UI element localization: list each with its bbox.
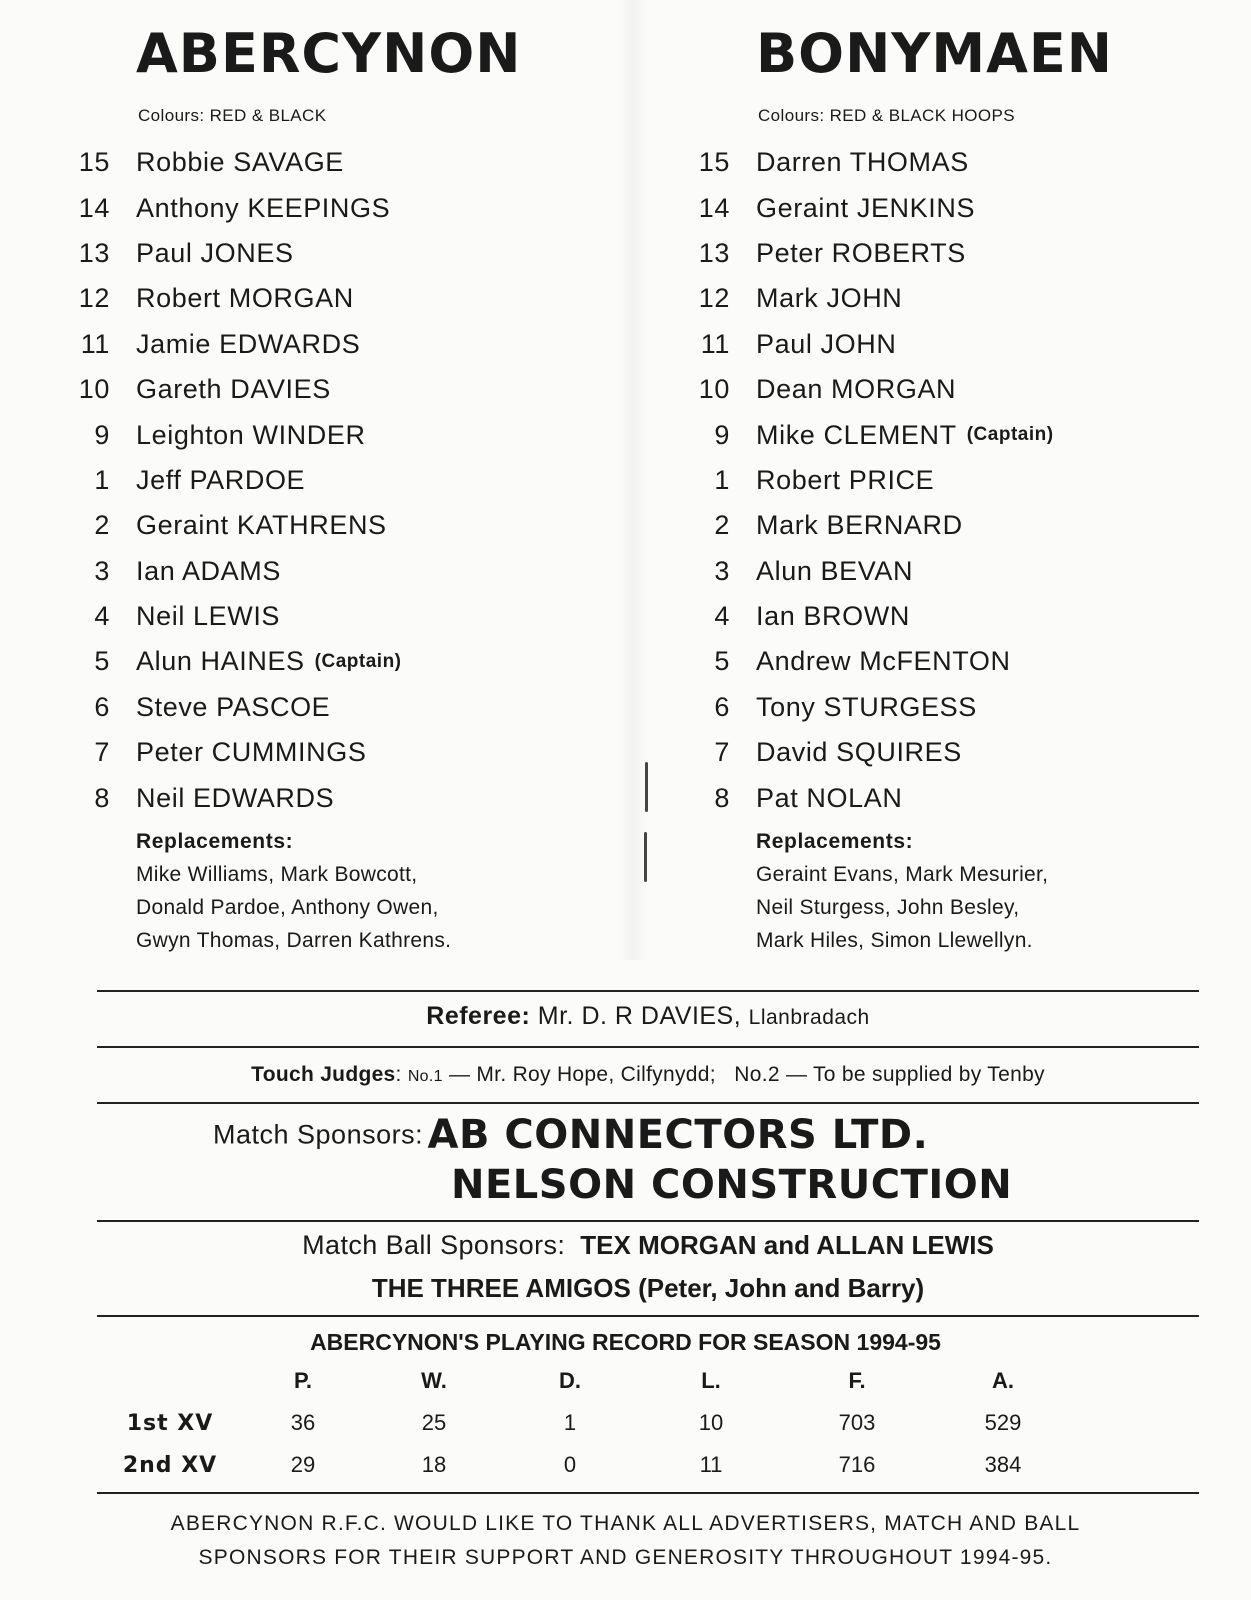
away-team-colours: Colours: RED & BLACK HOOPS — [758, 106, 1015, 125]
player-row — [66, 685, 626, 730]
touch-judges-label: Touch Judges — [251, 1063, 396, 1086]
record-header: A. — [992, 1368, 1014, 1393]
player-row — [66, 549, 626, 594]
player-row — [686, 775, 1226, 820]
player-row — [66, 594, 626, 639]
record-header-blank — [100, 1360, 240, 1402]
player-row — [686, 367, 1226, 412]
player-name: Robbie SAVAGE — [136, 147, 344, 178]
player-name: Gareth DAVIES — [136, 374, 331, 405]
player-number: 3 — [714, 555, 730, 586]
replacements-title: Replacements: — [136, 829, 294, 853]
player-number: 9 — [94, 419, 110, 450]
away-team-column — [686, 22, 1226, 957]
replacements-title: Replacements: — [756, 829, 914, 853]
player-row — [66, 503, 626, 548]
thanks-note — [0, 1507, 1251, 1575]
player-name: Geraint JENKINS — [756, 192, 976, 223]
player-row — [686, 685, 1226, 730]
player-number: 10 — [698, 374, 730, 405]
record-cell: 716 — [838, 1452, 876, 1477]
player-row — [66, 140, 626, 185]
player-row — [686, 639, 1226, 684]
player-number: 6 — [714, 691, 730, 722]
touch-judge-2: — To be supplied by Tenby — [785, 1063, 1045, 1086]
player-name: Peter CUMMINGS — [136, 737, 367, 768]
player-name: Mike CLEMENT — [756, 419, 957, 450]
staple-bottom — [644, 832, 647, 882]
match-sponsors — [213, 1112, 1213, 1158]
player-number: 5 — [94, 646, 110, 677]
record-header: L. — [701, 1368, 721, 1393]
player-name: Dean MORGAN — [756, 374, 957, 405]
thanks-line: ABERCYNON R.F.C. WOULD LIKE TO THANK ALL ADVERTISERS, MATCH AND BALL — [170, 1512, 1081, 1535]
player-row — [66, 231, 626, 276]
player-number: 2 — [714, 510, 730, 541]
table-row — [100, 1444, 1076, 1486]
divider — [97, 1315, 1199, 1317]
player-number: 15 — [78, 147, 110, 178]
replacements-line: Gwyn Thomas, Darren Kathrens. — [136, 928, 452, 952]
home-team-name: ABERCYNON — [136, 22, 522, 85]
player-number: 10 — [78, 374, 110, 405]
record-team: 2nd XV — [122, 1452, 218, 1478]
player-name: Jeff PARDOE — [136, 464, 306, 495]
player-row — [66, 367, 626, 412]
record-cell: 1 — [563, 1410, 577, 1435]
player-number: 12 — [78, 283, 110, 314]
player-number: 11 — [700, 328, 730, 359]
player-row — [66, 412, 626, 457]
player-row — [686, 549, 1226, 594]
match-sponsor-2: NELSON CONSTRUCTION — [451, 1162, 1013, 1208]
record-cell: 18 — [421, 1452, 447, 1477]
replacements-line: Mark Hiles, Simon Llewellyn. — [756, 928, 1033, 952]
player-name: Mark JOHN — [756, 283, 903, 314]
divider — [97, 1046, 1199, 1048]
player-name: Steve PASCOE — [136, 691, 331, 722]
player-name: Pat NOLAN — [756, 782, 903, 813]
player-number: 2 — [94, 510, 110, 541]
replacements-line: Donald Pardoe, Anthony Owen, — [136, 895, 439, 919]
player-number: 14 — [78, 192, 110, 223]
divider — [97, 1220, 1199, 1222]
player-number: 7 — [94, 737, 110, 768]
away-team-name: BONYMAEN — [756, 22, 1113, 85]
player-number: 8 — [714, 782, 730, 813]
player-name: Paul JONES — [136, 237, 294, 268]
player-name: Leighton WINDER — [136, 419, 366, 450]
player-number: 1 — [94, 464, 110, 495]
record-header: W. — [421, 1368, 447, 1393]
captain-note: (Captain) — [966, 424, 1054, 446]
touch-judge-1-label: No.1 — [407, 1068, 443, 1085]
player-row — [686, 730, 1226, 775]
player-name: Ian ADAMS — [136, 555, 281, 586]
player-row — [66, 185, 626, 230]
player-row — [66, 639, 626, 684]
record-cell: 36 — [290, 1410, 316, 1435]
player-name: Andrew McFENTON — [756, 646, 1011, 677]
player-row — [66, 730, 626, 775]
table-row — [100, 1402, 1076, 1444]
referee-line — [97, 1002, 1199, 1031]
referee-place: Llanbradach — [748, 1006, 870, 1029]
player-name: Neil EDWARDS — [136, 782, 335, 813]
record-cell: 0 — [563, 1452, 577, 1477]
record-cell: 25 — [421, 1410, 447, 1435]
divider — [97, 990, 1199, 992]
match-sponsors-label: Match Sponsors: — [213, 1119, 424, 1150]
player-name: Mark BERNARD — [756, 510, 963, 541]
away-replacements — [756, 825, 1226, 957]
player-number: 9 — [714, 419, 730, 450]
record-title: ABERCYNON'S PLAYING RECORD FOR SEASON 1994-95 — [310, 1329, 941, 1355]
player-number: 4 — [714, 601, 730, 632]
player-name: Alun BEVAN — [756, 555, 914, 586]
player-number: 8 — [94, 782, 110, 813]
player-name: Alun HAINES — [136, 646, 305, 677]
staple-top — [645, 762, 648, 812]
record-cell: 29 — [290, 1452, 316, 1477]
player-row — [686, 231, 1226, 276]
player-name: Anthony KEEPINGS — [136, 192, 391, 223]
home-team-column — [66, 22, 626, 957]
player-number: 13 — [698, 237, 730, 268]
home-team-colours: Colours: RED & BLACK — [138, 106, 327, 125]
player-number: 6 — [94, 691, 110, 722]
record-header: P. — [294, 1368, 312, 1393]
player-number: 12 — [698, 283, 730, 314]
player-row — [686, 458, 1226, 503]
player-row — [66, 322, 626, 367]
replacements-line: Neil Sturgess, John Besley, — [756, 895, 1020, 919]
home-player-list — [66, 140, 626, 821]
player-name: Darren THOMAS — [756, 147, 969, 178]
player-name: Neil LEWIS — [136, 601, 281, 632]
replacements-line: Mike Williams, Mark Bowcott, — [136, 862, 418, 886]
player-row — [686, 322, 1226, 367]
record-cell: 703 — [838, 1410, 876, 1435]
playing-record-table — [100, 1360, 1076, 1486]
touch-judge-2-label: No.2 — [734, 1063, 780, 1086]
player-name: Tony STURGESS — [756, 691, 977, 722]
player-name: Ian BROWN — [756, 601, 910, 632]
record-header-row — [100, 1360, 1076, 1402]
player-row — [686, 185, 1226, 230]
ball-sponsors-label: Match Ball Sponsors: — [302, 1230, 566, 1260]
touch-judges-sep: : — [395, 1063, 402, 1086]
player-row — [66, 276, 626, 321]
player-name: Robert PRICE — [756, 464, 935, 495]
record-header: F. — [848, 1368, 866, 1393]
ball-sponsor-2: THE THREE AMIGOS (Peter, John and Barry) — [371, 1273, 925, 1303]
referee-name: Mr. D. R DAVIES, — [537, 1002, 742, 1030]
player-number: 7 — [714, 737, 730, 768]
record-cell: 11 — [699, 1452, 723, 1477]
record-team: 1st XV — [126, 1410, 214, 1436]
home-replacements — [136, 825, 626, 957]
player-number: 3 — [94, 555, 110, 586]
away-player-list — [686, 140, 1226, 821]
player-number: 14 — [698, 192, 730, 223]
replacements-line: Geraint Evans, Mark Mesurier, — [756, 862, 1049, 886]
record-cell: 529 — [984, 1410, 1022, 1435]
record-cell: 384 — [984, 1452, 1022, 1477]
player-row — [66, 458, 626, 503]
player-row — [686, 276, 1226, 321]
ball-sponsors-line — [97, 1230, 1199, 1261]
player-number: 15 — [698, 147, 730, 178]
match-sponsor-1: AB CONNECTORS LTD. — [427, 1112, 929, 1158]
player-number: 11 — [80, 328, 110, 359]
player-name: David SQUIRES — [756, 737, 962, 768]
player-name: Peter ROBERTS — [756, 237, 966, 268]
divider — [97, 1102, 1199, 1104]
referee-label: Referee: — [426, 1002, 531, 1030]
record-header: D. — [559, 1368, 581, 1393]
player-number: 5 — [714, 646, 730, 677]
thanks-line: SPONSORS FOR THEIR SUPPORT AND GENEROSITY THROUGHOUT 1994-95. — [198, 1546, 1053, 1569]
touch-judges-line — [97, 1063, 1199, 1087]
player-name: Robert MORGAN — [136, 283, 354, 314]
player-name: Geraint KATHRENS — [136, 510, 387, 541]
player-row — [686, 140, 1226, 185]
player-row — [686, 412, 1226, 457]
player-row — [686, 503, 1226, 548]
captain-note: (Captain) — [314, 650, 402, 672]
touch-judge-1: — Mr. Roy Hope, Cilfynydd; — [448, 1063, 716, 1086]
player-number: 13 — [78, 237, 110, 268]
player-row — [686, 594, 1226, 639]
player-row — [66, 775, 626, 820]
record-cell: 10 — [698, 1410, 724, 1435]
player-name: Paul JOHN — [756, 328, 897, 359]
player-number: 4 — [94, 601, 110, 632]
ball-sponsor-1: TEX MORGAN and ALLAN LEWIS — [580, 1230, 994, 1260]
player-name: Jamie EDWARDS — [136, 328, 361, 359]
divider — [97, 1492, 1199, 1494]
player-number: 1 — [714, 464, 730, 495]
